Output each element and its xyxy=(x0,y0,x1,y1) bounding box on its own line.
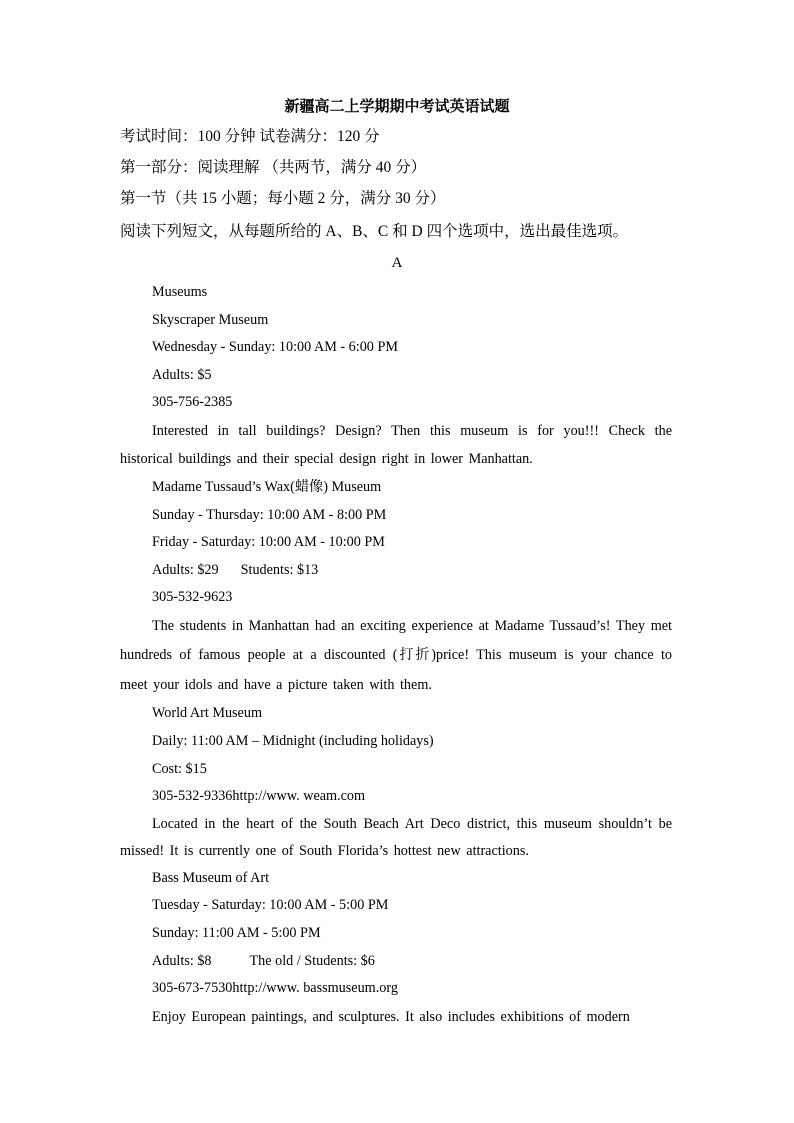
museum-price: Students: $13 xyxy=(240,561,319,578)
passage-body xyxy=(120,279,672,1031)
page-title: 新疆高二上学期期中考试英语试题 xyxy=(284,99,510,115)
passage-letter: A xyxy=(391,255,403,271)
museum-description: Enjoy European paintings, and sculptures. It also includes exhibitions of modern xyxy=(152,1008,630,1025)
museum-description: Located in the heart of the South Beach Art Deco district, this museum shouldn’t be missed! It is currently one of South Florida’s hottest new attractions. xyxy=(120,815,672,859)
museum-hours: Sunday: 11:00 AM - 5:00 PM xyxy=(152,925,321,941)
museum-price: Adults: $8 xyxy=(152,952,212,969)
museum-name: Skyscraper Museum xyxy=(152,311,269,328)
museum-description: The students in Manhattan had an exciting experience at Madame Tussaud’s! They met hundreds of famous people at a discounted (打折)price! This museum is your chance to meet your idols and have a picture taken with them. xyxy=(120,617,672,693)
museum-hours: Sunday - Thursday: 10:00 AM - 8:00 PM xyxy=(152,506,387,523)
museum-name: Madame Tussaud’s Wax(蜡像) Museum xyxy=(152,478,382,495)
museum-price: Cost: $15 xyxy=(152,760,207,777)
exam-info: 考试时间：100 分钟 试卷满分：120 分 xyxy=(120,128,380,145)
museum-hours: Daily: 11:00 AM – Midnight (including holidays) xyxy=(152,733,434,750)
museum-phone: 305-756-2385 xyxy=(152,394,233,411)
museum-contact xyxy=(120,783,672,811)
museum-hours: Tuesday - Saturday: 10:00 AM - 5:00 PM xyxy=(152,897,389,914)
museum-name: World Art Museum xyxy=(152,705,262,722)
museum-hours: Wednesday - Sunday: 10:00 AM - 6:00 PM xyxy=(152,339,398,356)
museum-price-row xyxy=(120,557,672,585)
museum-hours: Friday - Saturday: 10:00 AM - 10:00 PM xyxy=(152,534,385,551)
museum-url: http://www. bassmuseum.org xyxy=(232,980,398,997)
museum-phone: 305-532-9336 xyxy=(152,788,233,805)
museum-name: Bass Museum of Art xyxy=(152,869,270,886)
part-heading: 第一部分：阅读理解 （共两节，满分 40 分） xyxy=(120,159,427,176)
museum-url: http://www. weam.com xyxy=(232,788,366,805)
museum-phone: 305-532-9623 xyxy=(152,589,233,606)
passage-heading: Museums xyxy=(152,284,208,300)
museum-description: Interested in tall buildings? Design? Then this museum is for you!!! Check the historical buildings and their special design right in lower Manhattan. xyxy=(120,422,672,468)
museum-price: Adults: $5 xyxy=(152,366,212,383)
museum-price-row xyxy=(120,948,672,976)
instruction-text: 阅读下列短文，从每题所给的 A、B、C 和 D 四个选项中，选出最佳选项。 xyxy=(120,223,629,240)
museum-phone: 305-673-7530 xyxy=(152,980,233,997)
museum-price: Adults: $29 xyxy=(152,561,219,578)
section-heading: 第一节（共 15 小题；每小题 2 分，满分 30 分） xyxy=(120,190,446,207)
museum-contact xyxy=(120,975,672,1003)
museum-price: The old / Students: $6 xyxy=(249,952,375,969)
